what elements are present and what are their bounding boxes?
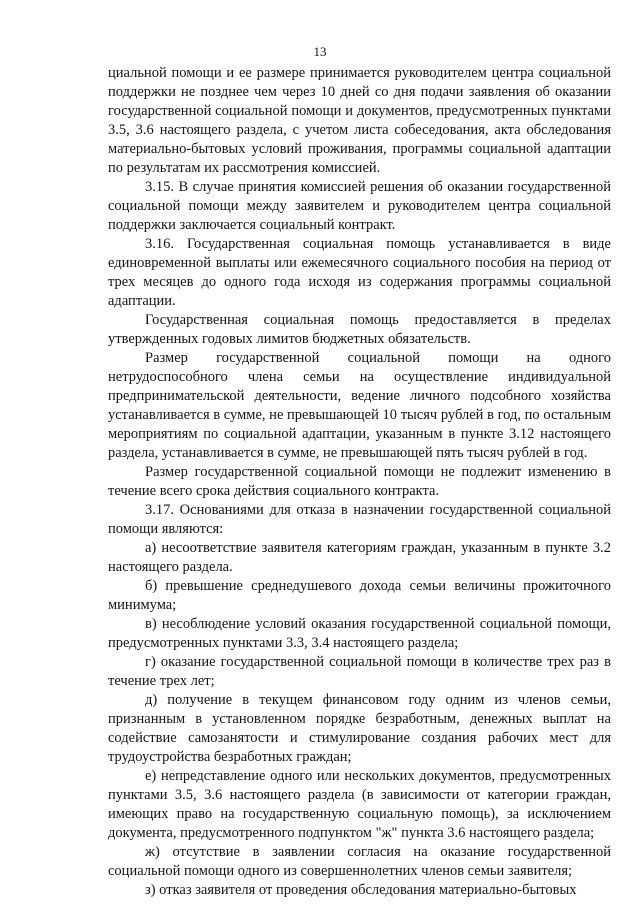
paragraph: 3.17. Основаниями для отказа в назначении государственной социальной помощи являются: [108, 502, 611, 537]
paragraph: г) оказание государственной социальной помощи в количестве трех раз в течение трех лет; [108, 654, 611, 689]
paragraph: Размер государственной социальной помощи не подлежит изменению в течение всего срока действия социального контракта. [108, 464, 611, 499]
paragraph: д) получение в текущем финансовом году одним из членов семьи, признанным в установленном порядке безработным, денежных выплат на содействие самозанятости и стимулирование создания рабочих мест для трудоустройства безработных граждан; [108, 692, 611, 765]
paragraph: е) непредставление одного или нескольких документов, предусмотренных пунктами 3.5, 3.6 настоящего раздела (в зависимости от категории граждан, имеющих право на государственную социальную помощь), за исключением документа, предусмотренного подпунктом "ж" пункта 3.6 настоящего раздела; [108, 768, 611, 841]
paragraph: б) превышение среднедушевого дохода семьи величины прожиточного минимума; [108, 578, 611, 613]
paragraph: Государственная социальная помощь предоставляется в пределах утвержденных годовых лимитов бюджетных обязательств. [108, 312, 611, 347]
page-number: 13 [313, 44, 327, 59]
body-text [108, 64, 611, 900]
paragraph: а) несоответствие заявителя категориям граждан, указанным в пункте 3.2 настоящего раздела. [108, 540, 611, 575]
paragraph: ж) отсутствие в заявлении согласия на оказание государственной социальной помощи одного из совершеннолетних членов семьи заявителя; [108, 844, 611, 879]
paragraph: в) несоблюдение условий оказания государственной социальной помощи, предусмотренных пунктами 3.3, 3.4 настоящего раздела; [108, 616, 611, 651]
paragraph: 3.15. В случае принятия комиссией решения об оказании государственной социальной помощи между заявителем и руководителем центра социальной поддержки заключается социальный контракт. [108, 179, 611, 233]
paragraph: 3.16. Государственная социальная помощь устанавливается в виде единовременной выплаты или ежемесячного социального пособия на период от трех месяцев до одного года исходя из содержания программы социальной адаптации. [108, 236, 611, 309]
paragraph: Размер государственной социальной помощи на одного нетрудоспособного члена семьи на осуществление индивидуальной предпринимательской деятельности, ведение личного подсобного хозяйства устанавливается в сумме, не превышающей 10 тысяч рублей в год, по остальным мероприятиям по социальной адаптации, указанным в пункте 3.12 настоящего раздела, устанавливается в сумме, не превышающей пять тысяч рублей в год. [108, 350, 611, 461]
paragraph: з) отказ заявителя от проведения обследования материально-бытовых [145, 882, 577, 898]
paragraph: циальной помощи и ее размере принимается руководителем центра социальной поддержки не позднее чем через 10 дней со дня подачи заявления об оказании государственной социальной помощи и документов, предусмотренных пунктами 3.5, 3.6 настоящего раздела, с учетом листа собеседования, акта обследования материально-бытовых условий проживания, программы социальной адаптации по результатам их рассмотрения комиссией. [108, 65, 611, 176]
